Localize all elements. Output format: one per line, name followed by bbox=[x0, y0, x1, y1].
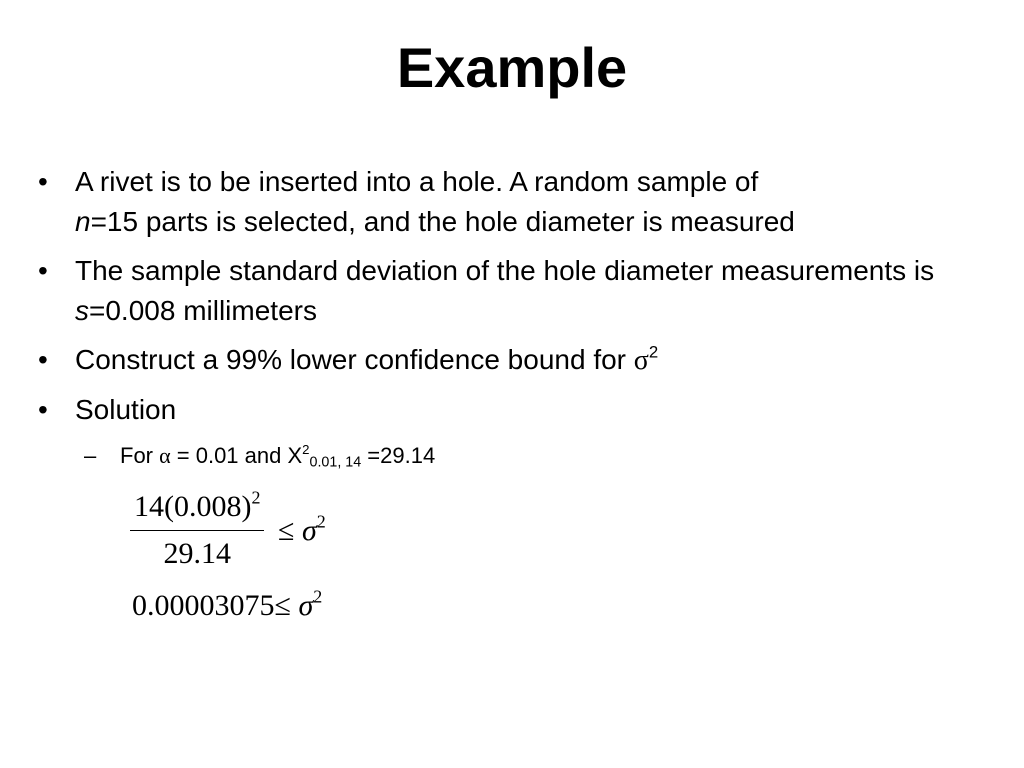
sub-bullet-text bbox=[120, 441, 984, 471]
equation-result bbox=[132, 586, 322, 626]
sigma-exponent: 2 bbox=[316, 510, 326, 531]
equation-inequality-fraction bbox=[130, 487, 326, 571]
bullet-text bbox=[75, 251, 998, 331]
alpha-symbol: α bbox=[159, 443, 171, 468]
bullet-text bbox=[75, 162, 998, 242]
sigma-symbol: σ bbox=[301, 513, 317, 547]
sub-text-part: For bbox=[120, 443, 160, 468]
fraction-numerator bbox=[130, 487, 264, 531]
bullet-item-solution bbox=[38, 390, 998, 430]
bullet-text-part: =0.008 millimeters bbox=[89, 295, 317, 326]
chi-square-exponent: 2 bbox=[302, 441, 310, 457]
sub-bullet-alpha bbox=[84, 441, 984, 471]
slide-title: Example bbox=[396, 36, 628, 99]
bullet-item-construct bbox=[38, 340, 998, 381]
bullet-text bbox=[75, 340, 998, 381]
bullet-item-std-dev bbox=[38, 251, 998, 331]
inequality-expression bbox=[277, 510, 326, 548]
sub-text-part: = 0.01 and X bbox=[170, 443, 303, 468]
bullet-text-part: Construct a 99% lower confidence bound for bbox=[75, 344, 634, 375]
result-value: 0.00003075 bbox=[132, 589, 275, 622]
numerator-exponent: 2 bbox=[251, 487, 261, 508]
exponent: 2 bbox=[648, 342, 659, 362]
bullet-text-part: =15 parts is selected, and the hole diameter is measured bbox=[90, 206, 795, 237]
fraction-denominator: 29.14 bbox=[163, 537, 231, 570]
dash-icon: – bbox=[84, 443, 97, 468]
bullet-icon: • bbox=[38, 344, 48, 375]
chi-square-subscript: 0.01, 14 bbox=[309, 454, 362, 471]
bullet-text-part: The sample standard deviation of the hole diameter measurements is bbox=[75, 255, 935, 286]
variable-s: s bbox=[75, 295, 89, 326]
sigma-symbol: σ bbox=[633, 345, 649, 376]
fraction bbox=[130, 487, 264, 571]
bullet-icon: • bbox=[38, 166, 48, 197]
leq-symbol: ≤ bbox=[277, 513, 295, 547]
leq-symbol: ≤ bbox=[274, 589, 291, 622]
bullet-icon: • bbox=[38, 394, 48, 425]
sigma-symbol: σ bbox=[298, 589, 314, 622]
bullet-item-rivet bbox=[38, 162, 998, 242]
sub-text-part: =29.14 bbox=[361, 443, 436, 468]
bullet-text-part: A rivet is to be inserted into a hole. A random sample of bbox=[75, 166, 759, 197]
numerator-text: 14(0.008) bbox=[134, 490, 252, 523]
sigma-exponent: 2 bbox=[313, 586, 323, 607]
bullet-text: Solution bbox=[75, 394, 177, 425]
variable-n: n bbox=[75, 206, 91, 237]
bullet-icon: • bbox=[38, 255, 48, 286]
